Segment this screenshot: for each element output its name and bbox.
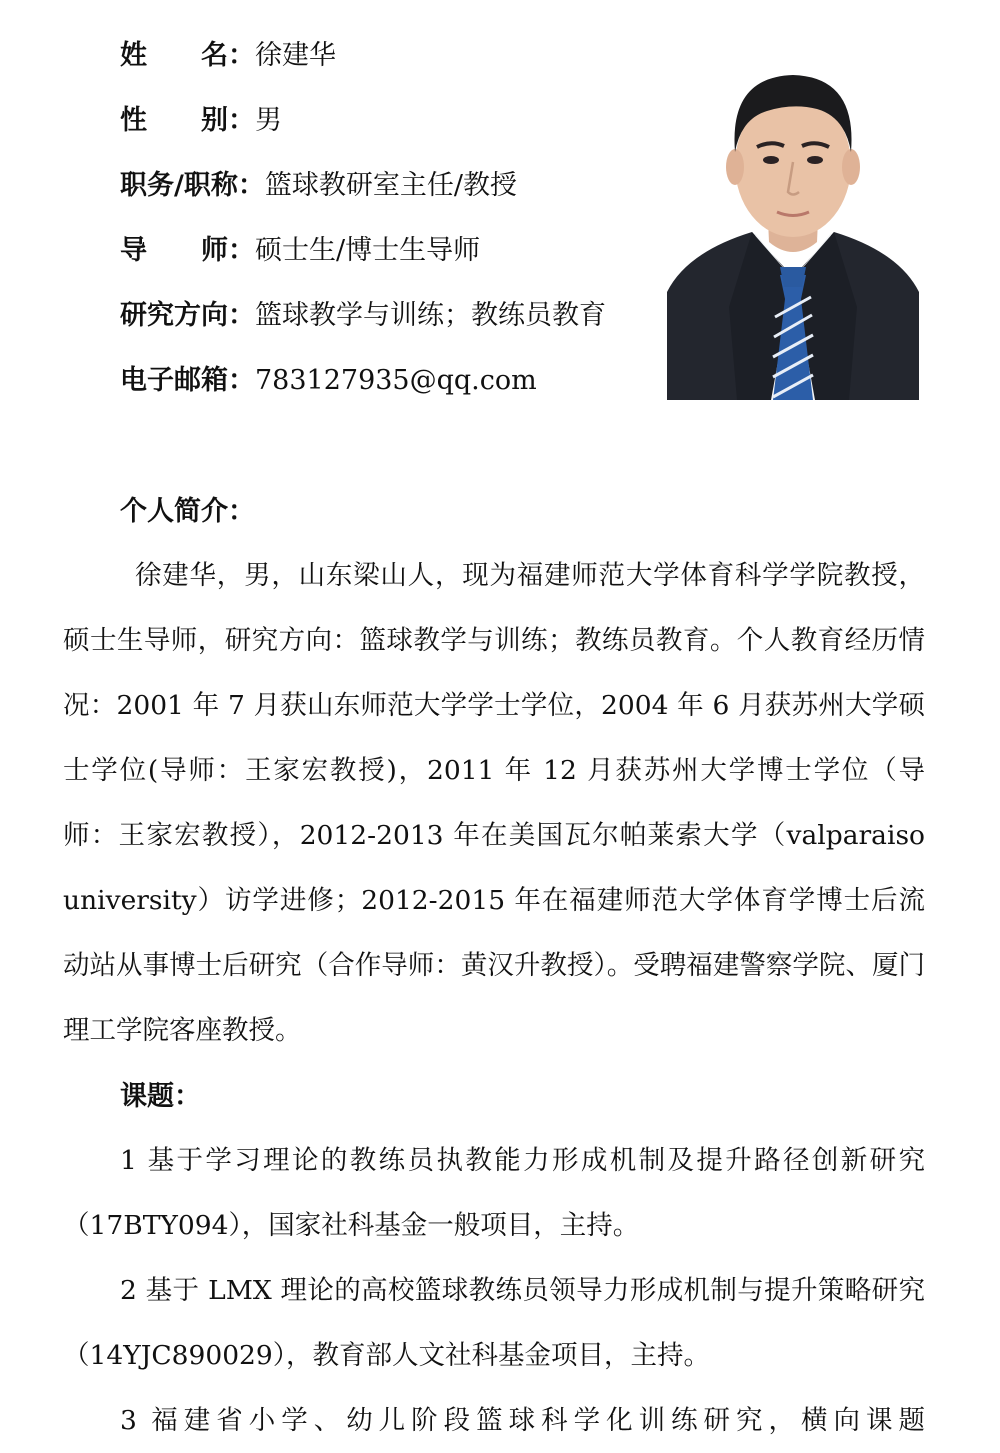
project-item: 2 基于 LMX 理论的高校篮球教练员领导力形成机制与提升策略研究（14YJC890029），教育部人文社科基金项目，主持。	[63, 1275, 925, 1371]
portrait-photo	[667, 47, 919, 400]
research-label: 研究方向：	[120, 300, 255, 331]
project-item: 1 基于学习理论的教练员执教能力形成机制及提升路径创新研究（17BTY094），国家社科基金一般项目，主持。	[63, 1145, 925, 1241]
intro-paragraph: 徐建华，男，山东梁山人，现为福建师范大学体育科学学院教授，硕士生导师，研究方向：篮球教学与训练；教练员教育。个人教育经历情况：2001 年 7 月获山东师范大学学士学位，2004 年 6 月获苏州大学硕士学位(导师：王家宏教授)，2011 年 12 月获苏州大学博士学位（导师：王家宏教授），2012-2013 年在美国瓦尔帕莱索大学（valparaiso university）访学进修；2012-2015 年在福建师范大学体育学博士后流动站从事博士后研究（合作导师：黄汉升教授）。受聘福建警察学院、厦门理工学院客座教授。	[63, 560, 925, 1046]
email-row	[120, 359, 537, 403]
name-label: 姓 名：	[120, 40, 255, 71]
title-row	[120, 164, 517, 208]
project-item: 3 福建省小学、幼儿阶段篮球科学化训练研究，横向课题	[120, 1405, 925, 1436]
title-value: 篮球教研室主任/教授	[264, 170, 517, 201]
email-value: 783127935@qq.com	[255, 365, 537, 396]
research-value: 篮球教学与训练；教练员教育	[255, 300, 606, 331]
supervisor-value: 硕士生/博士生导师	[255, 235, 481, 266]
gender-row	[120, 99, 282, 143]
gender-value: 男	[255, 105, 282, 136]
name-value: 徐建华	[255, 40, 336, 71]
research-row	[120, 294, 606, 338]
gender-label: 性 别：	[120, 105, 255, 136]
title-label: 职务/职称：	[120, 170, 265, 201]
name-row	[120, 34, 336, 78]
supervisor-label: 导 师：	[120, 235, 255, 266]
projects-heading: 课题：	[120, 1081, 201, 1112]
supervisor-row	[120, 229, 480, 273]
email-label: 电子邮箱：	[120, 365, 255, 396]
intro-heading: 个人简介：	[120, 496, 255, 527]
